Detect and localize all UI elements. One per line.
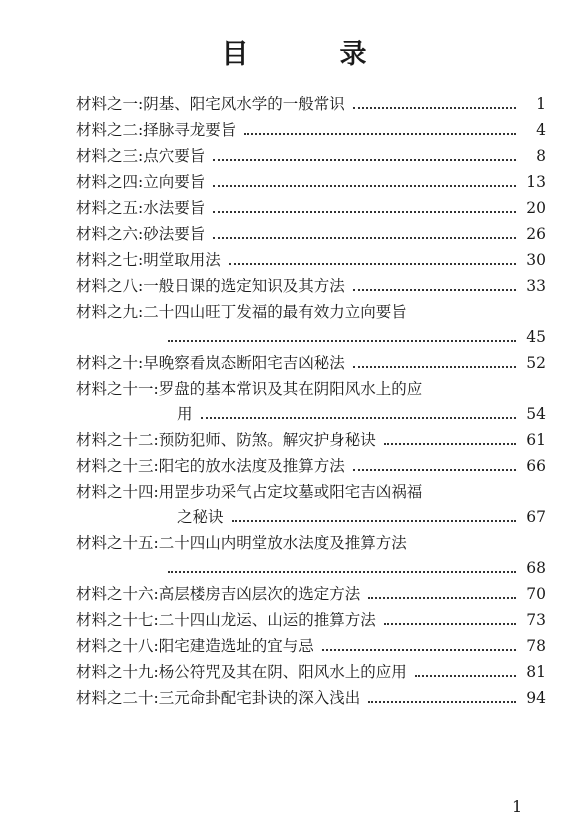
toc-entry: [76, 582, 546, 607]
page-number: 1: [512, 797, 523, 816]
toc-entry: [76, 660, 546, 685]
toc-entry-label: 材料之十七:二十四山龙运、山运的推算方法: [76, 611, 376, 629]
toc-entry-label: 材料之九:二十四山旺丁发福的最有效力立向要旨: [76, 303, 407, 321]
toc-entry-page: 13: [526, 173, 546, 191]
toc-entry-label: 材料之十二:预防犯师、防煞。解灾护身秘诀: [76, 431, 376, 449]
dot-leader: [353, 107, 516, 109]
toc-entry: [76, 118, 546, 143]
toc-entry-label: 材料之二十:三元命卦配宅卦诀的深入浅出: [76, 689, 361, 707]
toc-entry-page: 30: [526, 251, 546, 269]
toc-entry-label: 材料之十六:高层楼房吉凶层次的选定方法: [76, 585, 361, 603]
toc-entry-page: 70: [526, 585, 546, 603]
dot-leader: [232, 520, 516, 522]
toc-entry-page: 54: [526, 405, 546, 423]
toc-entry-label: 材料之一:阴基、阳宅风水学的一般常识: [76, 95, 345, 113]
dot-leader: [368, 701, 516, 703]
toc-entry: [76, 144, 546, 169]
toc-entry-page: 94: [526, 689, 546, 707]
toc-entry-page: 33: [526, 277, 546, 295]
toc-entry-page: 73: [526, 611, 546, 629]
toc-entry-page: 81: [526, 663, 546, 681]
toc-entry: [76, 686, 546, 711]
toc-entry-page: 61: [526, 431, 546, 449]
toc-entry-label: 材料之四:立向要旨: [76, 173, 206, 191]
toc-entry-label: 材料之三:点穴要旨: [76, 147, 206, 165]
dot-leader: [384, 443, 516, 445]
toc-entry-page: 68: [526, 559, 546, 577]
toc-entry-page: 67: [526, 508, 546, 526]
toc-entry-page: 20: [526, 199, 546, 217]
toc-entry: [76, 170, 546, 195]
toc-entry: [76, 454, 546, 479]
toc-entry-page: 66: [526, 457, 546, 475]
dot-leader: [353, 289, 516, 291]
toc-entry-label: 材料之十四:用罡步功采气占定坟墓或阳宅吉凶祸福: [76, 483, 423, 501]
toc-entry-page: 78: [526, 637, 546, 655]
toc-entry-page: 4: [536, 121, 546, 139]
dot-leader: [322, 649, 516, 651]
dot-leader: [368, 597, 516, 599]
dot-leader: [213, 237, 516, 239]
dot-leader: [229, 263, 516, 265]
toc-entry-label: 材料之七:明堂取用法: [76, 251, 221, 269]
table-of-contents: [76, 92, 546, 712]
dot-leader: [353, 469, 516, 471]
toc-entry-label: 材料之八:一般日课的选定知识及其方法: [76, 277, 345, 295]
toc-entry: [76, 300, 546, 350]
toc-entry-label: 材料之十:早晚察看岚态断阳宅吉凶秘法: [76, 354, 345, 372]
toc-entry-page: 52: [526, 354, 546, 372]
dot-leader: [353, 366, 516, 368]
toc-entry: [76, 248, 546, 273]
toc-entry: [76, 428, 546, 453]
toc-entry-label: 材料之十三:阳宅的放水法度及推算方法: [76, 457, 345, 475]
toc-entry-continuation: 用: [177, 405, 193, 423]
toc-entry: [76, 531, 546, 581]
dot-leader: [384, 623, 516, 625]
toc-entry-page: 1: [536, 95, 546, 113]
toc-entry: [76, 480, 546, 530]
toc-entry-label: 材料之十五:二十四山内明堂放水法度及推算方法: [76, 534, 407, 552]
dot-leader: [415, 675, 516, 677]
dot-leader: [201, 417, 516, 419]
toc-entry: [76, 351, 546, 376]
toc-entry: [76, 377, 546, 427]
dot-leader: [168, 571, 516, 573]
dot-leader: [213, 211, 516, 213]
toc-entry: [76, 222, 546, 247]
dot-leader: [213, 159, 516, 161]
toc-entry-continuation: 之秘诀: [177, 508, 224, 526]
toc-entry: [76, 196, 546, 221]
dot-leader: [213, 185, 516, 187]
toc-entry: [76, 608, 546, 633]
toc-entry: [76, 634, 546, 659]
toc-entry-label: 材料之十八:阳宅建造选址的宜与忌: [76, 637, 314, 655]
dot-leader: [244, 133, 516, 135]
dot-leader: [168, 340, 516, 342]
toc-entry-label: 材料之六:砂法要旨: [76, 225, 206, 243]
toc-entry-page: 8: [536, 147, 546, 165]
toc-entry-label: 材料之二:择脉寻龙要旨: [76, 121, 237, 139]
toc-entry: [76, 92, 546, 117]
toc-entry-page: 26: [526, 225, 546, 243]
toc-entry: [76, 274, 546, 299]
toc-entry-label: 材料之五:水法要旨: [76, 199, 206, 217]
toc-entry-page: 45: [526, 328, 546, 346]
page-title: 目 录: [221, 39, 399, 70]
toc-entry-label: 材料之十九:杨公符咒及其在阴、阳风水上的应用: [76, 663, 407, 681]
toc-entry-label: 材料之十一:罗盘的基本常识及其在阴阳风水上的应: [76, 380, 423, 398]
